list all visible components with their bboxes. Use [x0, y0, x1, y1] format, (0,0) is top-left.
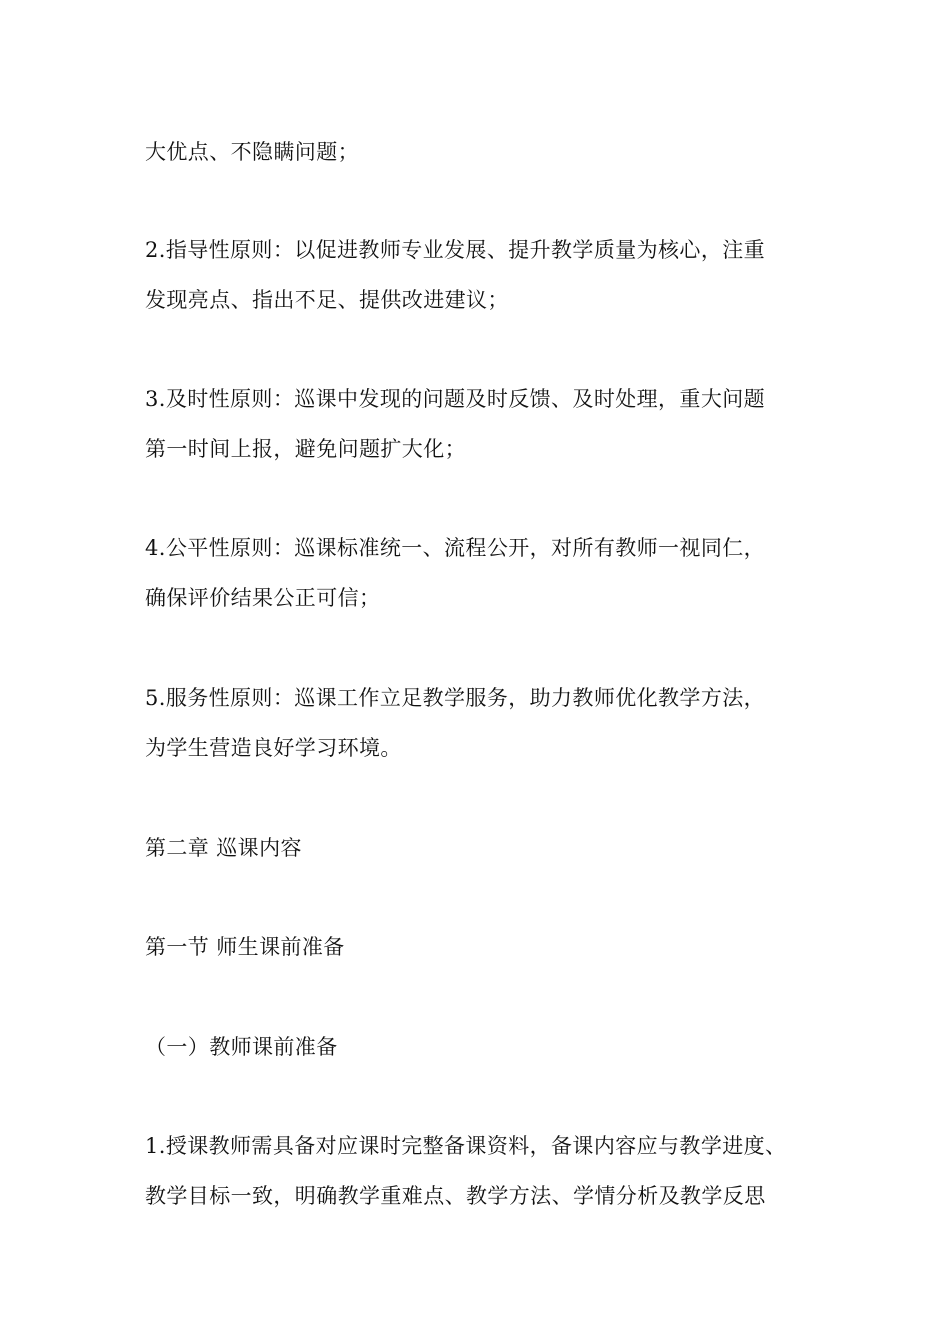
principle-3-line-1: 3.及时性原则：巡课中发现的问题及时反馈、及时处理，重大问题 — [145, 387, 766, 411]
principle-2-line-1: 2.指导性原则：以促进教师专业发展、提升教学质量为核心，注重 — [145, 238, 766, 262]
section-heading: 第一节 师生课前准备 — [145, 935, 345, 959]
item-1-line-1: 1.授课教师需具备对应课时完整备课资料，备课内容应与教学进度、 — [145, 1134, 787, 1158]
principle-5-line-2: 为学生营造良好学习环境。 — [145, 736, 402, 760]
subsection-heading: （一）教师课前准备 — [145, 1035, 338, 1059]
principle-3-line-2: 第一时间上报，避免问题扩大化； — [145, 437, 466, 461]
chapter-heading: 第二章 巡课内容 — [145, 836, 302, 860]
text-line: 大优点、不隐瞒问题； — [145, 140, 359, 164]
item-1-line-2: 教学目标一致，明确教学重难点、教学方法、学情分析及教学反思 — [145, 1184, 766, 1208]
principle-4-line-1: 4.公平性原则：巡课标准统一、流程公开，对所有教师一视同仁， — [145, 536, 766, 560]
principle-2-line-2: 发现亮点、指出不足、提供改进建议； — [145, 288, 509, 312]
principle-4-line-2: 确保评价结果公正可信； — [145, 586, 381, 610]
principle-5-line-1: 5.服务性原则：巡课工作立足教学服务，助力教师优化教学方法， — [145, 686, 766, 710]
